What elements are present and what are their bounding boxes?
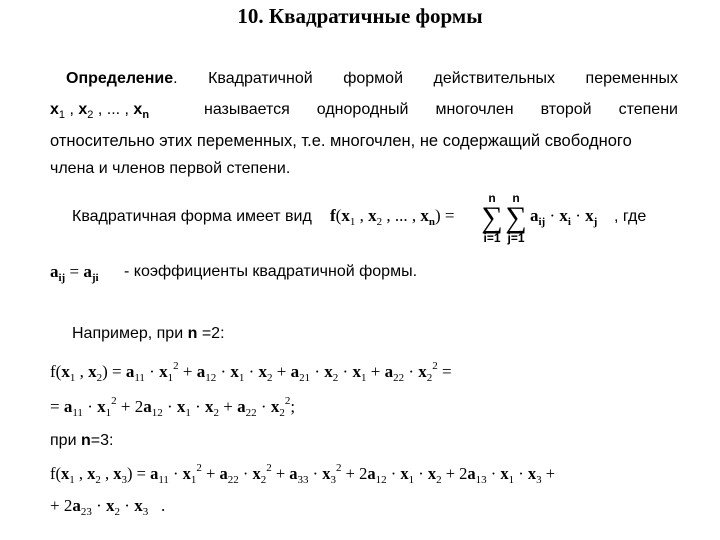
example-intro: Например, при n =2:: [72, 325, 225, 342]
coeff-text: - коэффициенты квадратичной формы.: [124, 263, 418, 280]
definition-word: однородный: [316, 101, 409, 118]
general-form-tail: , где: [614, 208, 647, 225]
definition-line-4: члена и членов первой степени.: [50, 160, 291, 177]
definition-line-2: [204, 101, 678, 119]
example-n2-line-1: $f(x_1$ , $x_2) = a_{11} \cdot x_1^2 + a_{12} \cdot x_1 \cdot x_2 + a_{21} \cdot x_2 \cdot x_1 + a_{22} \cdot x_2^2$ =: [50, 360, 452, 384]
definition-word: называется: [204, 101, 290, 118]
general-form-text: Квадратичная форма имеет вид: [72, 208, 312, 225]
example-n3-line-1: $f(x_1$ , $x_2$ , $x_3) = a_{11} \cdot x_1^2 + a_{22} \cdot x_2^2 + a_{33} \cdot x_3^2 + 2a_{12} \cdot x_1 \cdot x_2 + 2a_{13} \cdot x_1 \cdot x_3$ +: [50, 462, 556, 486]
definition-word: формой: [343, 70, 403, 87]
example-n3-line-2: + $2a_{23} \cdot x_2 \cdot x_3$ .: [50, 496, 166, 518]
definition-word: второй: [540, 101, 592, 118]
page-title: 10. Квадратичные формы: [237, 4, 483, 28]
example-n3-intro: при n=3:: [50, 432, 114, 449]
definition-line-3: относительно этих переменных, т.е. многочлен, не содержащий свободного: [50, 132, 632, 150]
definition-label: Определение: [66, 70, 174, 87]
definition-word: Квадратичной: [208, 70, 313, 87]
example-n2-line-2: = $a_{11} \cdot x_1^2 + 2a_{12} \cdot x_1 \cdot x_2 + a_{22} \cdot x_2^2$;: [50, 395, 296, 419]
definition-line-1: Определение. Квадратичной формой действительных переменных: [66, 70, 678, 87]
coeff-symmetry: $a_{ij} = a_{ji}$: [50, 262, 99, 284]
sum-symbol: n ∑ j=1: [505, 191, 527, 245]
definition-word: степени: [618, 101, 678, 118]
definition-word: переменных: [585, 70, 678, 87]
general-form-lhs: $f(x_1$ , $x_2$ , ... , $x_n$) =: [330, 206, 455, 228]
definition-word: многочлен: [435, 101, 514, 118]
general-form-term: $a_{ij} \cdot x_i \cdot x_j$: [530, 206, 598, 228]
variables-list: $x_1$ , $x_2$ , ... , $x_n$: [50, 101, 150, 121]
sum-symbol: n ∑ i=1: [481, 191, 503, 245]
definition-word: действительных: [433, 70, 555, 87]
